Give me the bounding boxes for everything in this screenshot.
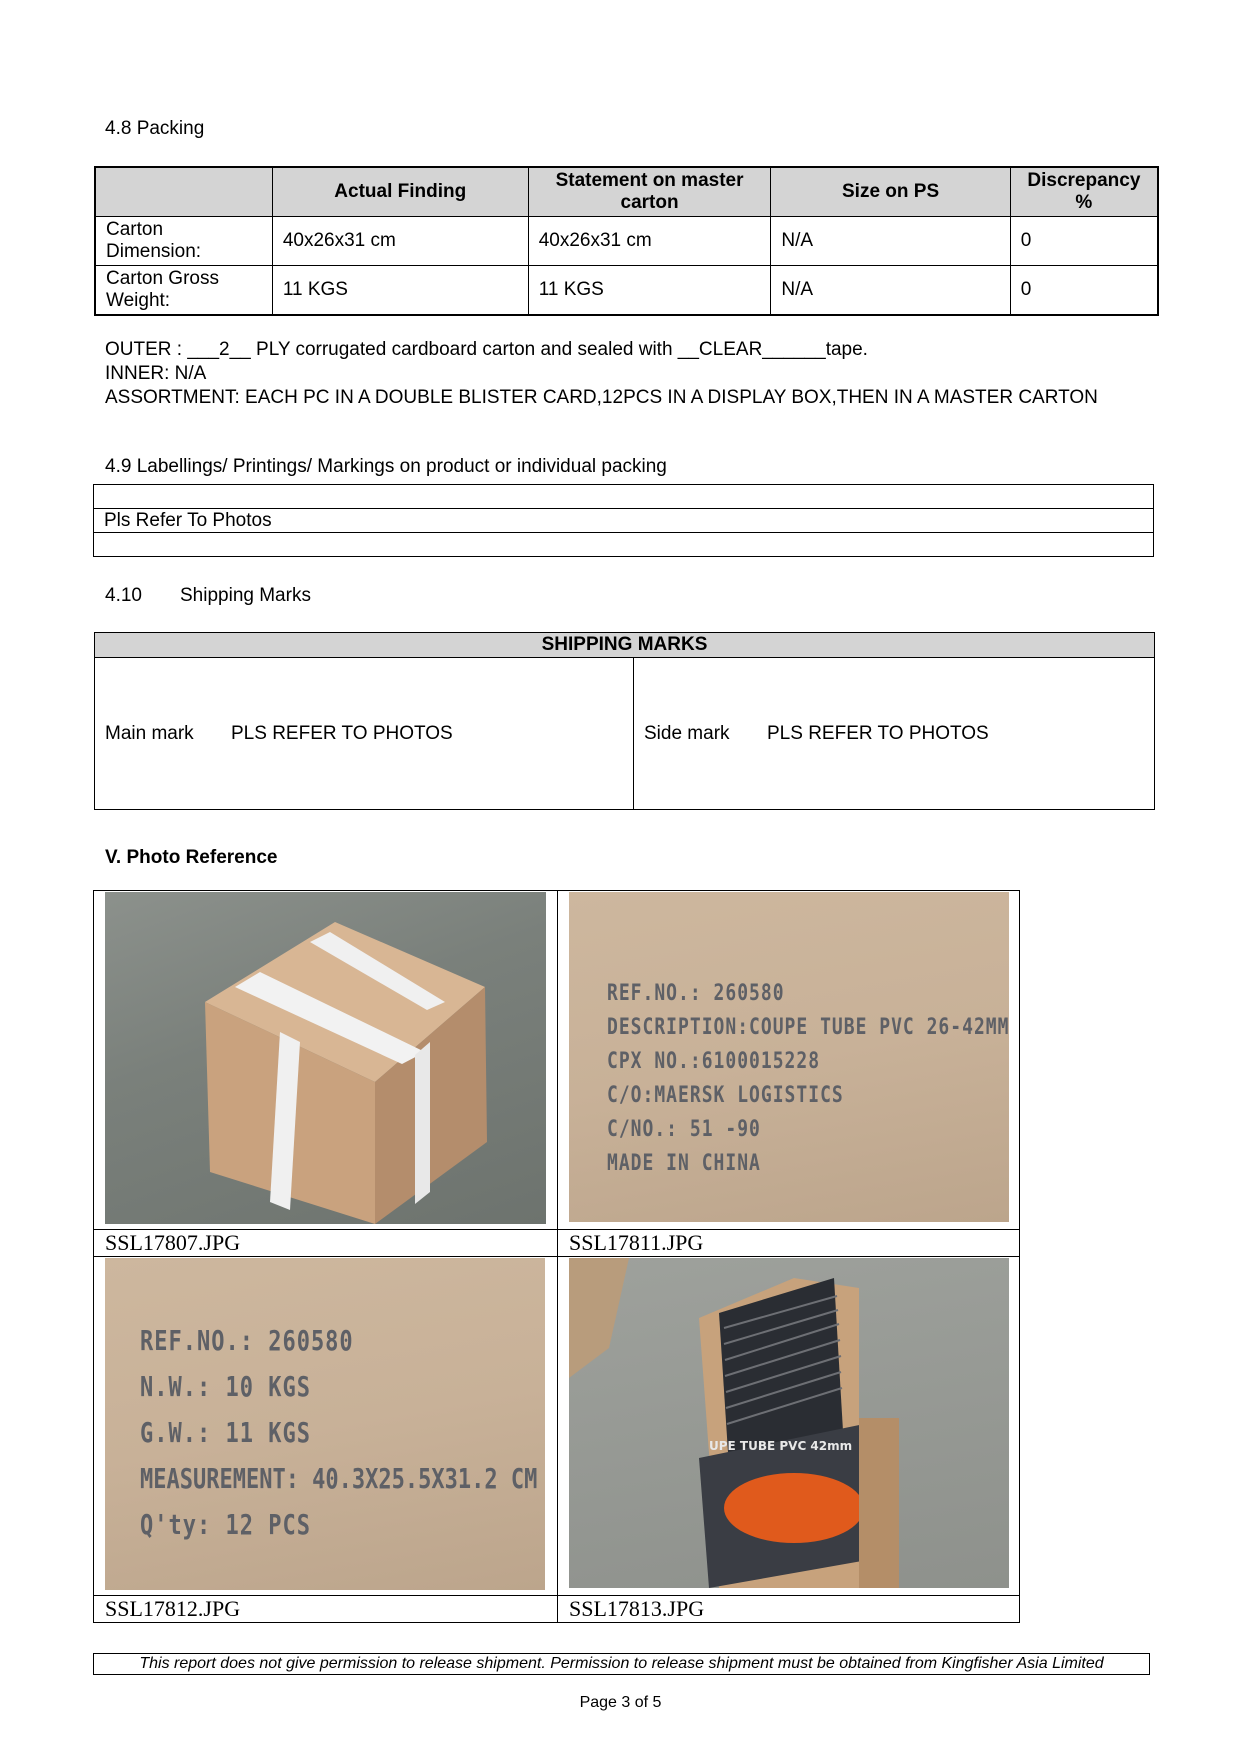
photo-carton-text-line: C/O:MAERSK LOGISTICS (607, 1082, 844, 1109)
photo-cell (558, 891, 1020, 1230)
photo-carton-text-line: DESCRIPTION:COUPE TUBE PVC 26-42MM (607, 1014, 1009, 1041)
carton-box-image (105, 892, 546, 1224)
packing-section-title: 4.8 Packing (105, 118, 205, 139)
table-cell: Carton Dimension: (95, 217, 272, 266)
display-box-photo (569, 1258, 1009, 1588)
inner-line: INNER: N/A (105, 363, 207, 384)
table-cell: 11 KGS (528, 266, 771, 316)
photo-caption: SSL17807.JPG (94, 1230, 558, 1257)
photo-caption: SSL17812.JPG (94, 1596, 558, 1623)
packing-header-row (95, 167, 1158, 217)
table-cell: Carton Gross Weight: (95, 266, 272, 316)
photo-carton-text-line: MADE IN CHINA (607, 1150, 761, 1177)
side-mark-cell (634, 658, 1155, 810)
photo-cell (558, 1257, 1020, 1596)
table-row (94, 533, 1154, 557)
photo-carton-text-line: REF.NO.: 260580 (607, 980, 785, 1007)
photo-caption: SSL17813.JPG (558, 1596, 1020, 1623)
table-row (94, 509, 1154, 533)
table-row (95, 658, 1155, 810)
photo-carton-text-line: CPX NO.:6100015228 (607, 1048, 821, 1075)
table-cell: 40x26x31 cm (528, 217, 771, 266)
main-mark-cell (95, 658, 634, 810)
labelling-table (93, 484, 1154, 557)
shipping-header: SHIPPING MARKS (95, 633, 1155, 658)
photo-grid (93, 890, 1020, 1623)
outer-line: OUTER : ___2__ PLY corrugated cardboard carton and sealed with __CLEAR______tape. (105, 339, 868, 360)
photo-caption: SSL17811.JPG (558, 1230, 1020, 1257)
main-mark-value: PLS REFER TO PHOTOS (231, 722, 453, 744)
shipping-section-number: 4.10 (105, 585, 142, 606)
display-box-image (569, 1258, 1009, 1588)
table-cell: 0 (1010, 266, 1158, 316)
table-cell (94, 485, 1154, 509)
photo-carton-text-line: G.W.: 11 KGS (140, 1418, 311, 1450)
table-cell: N/A (771, 217, 1010, 266)
packing-table (94, 166, 1159, 316)
packing-header-blank (95, 167, 272, 217)
photo-section-title: V. Photo Reference (105, 847, 278, 868)
photo-row (94, 891, 1020, 1230)
table-cell: 11 KGS (272, 266, 528, 316)
labelling-section-title: 4.9 Labellings/ Printings/ Markings on product or individual packing (105, 456, 667, 477)
carton-side-text-photo (569, 892, 1009, 1222)
caption-row (94, 1230, 1020, 1257)
photo-carton-text-line: MEASUREMENT: 40.3X25.5X31.2 CM (140, 1464, 538, 1496)
table-cell: Pls Refer To Photos (94, 509, 1154, 533)
page-number: Page 3 of 5 (579, 1694, 662, 1711)
photo-row (94, 1257, 1020, 1596)
carton-box-photo (105, 892, 546, 1224)
carton-weight-text-photo (105, 1258, 545, 1590)
shipping-section-title: Shipping Marks (180, 585, 311, 606)
assortment-line: ASSORTMENT: EACH PC IN A DOUBLE BLISTER CARD,12PCS IN A DISPLAY BOX,THEN IN A MASTER CARTON (105, 387, 1098, 408)
caption-row (94, 1596, 1020, 1623)
photo-cell (94, 1257, 558, 1596)
table-row (95, 266, 1158, 316)
photo-cell (94, 891, 558, 1230)
shipping-header-row (95, 633, 1155, 658)
photo-carton-text-line: Q'ty: 12 PCS (140, 1510, 311, 1542)
table-row (95, 217, 1158, 266)
release-disclaimer: This report does not give permission to release shipment. Permission to release shipment must be obtained from Kingfisher Asia Limited (93, 1653, 1150, 1675)
packing-notes (105, 338, 1155, 410)
packing-header-actual: Actual Finding (272, 167, 528, 217)
main-mark-label: Main mark (105, 722, 194, 744)
packing-header-size: Size on PS (771, 167, 1010, 217)
table-cell: N/A (771, 266, 1010, 316)
table-cell: 40x26x31 cm (272, 217, 528, 266)
table-row (94, 485, 1154, 509)
side-mark-value: PLS REFER TO PHOTOS (767, 722, 989, 744)
packing-header-statement: Statement on master carton (528, 167, 771, 217)
table-cell (94, 533, 1154, 557)
photo-display-box-text: UPE TUBE PVC 42mm (709, 1439, 853, 1453)
photo-carton-text-line: REF.NO.: 260580 (140, 1326, 354, 1358)
photo-carton-text-line: N.W.: 10 KGS (140, 1372, 311, 1404)
photo-carton-text-line: C/NO.: 51 -90 (607, 1116, 761, 1143)
table-cell: 0 (1010, 217, 1158, 266)
side-mark-label: Side mark (644, 722, 730, 744)
packing-header-discrepancy: Discrepancy % (1010, 167, 1158, 217)
shipping-marks-table (94, 632, 1155, 810)
